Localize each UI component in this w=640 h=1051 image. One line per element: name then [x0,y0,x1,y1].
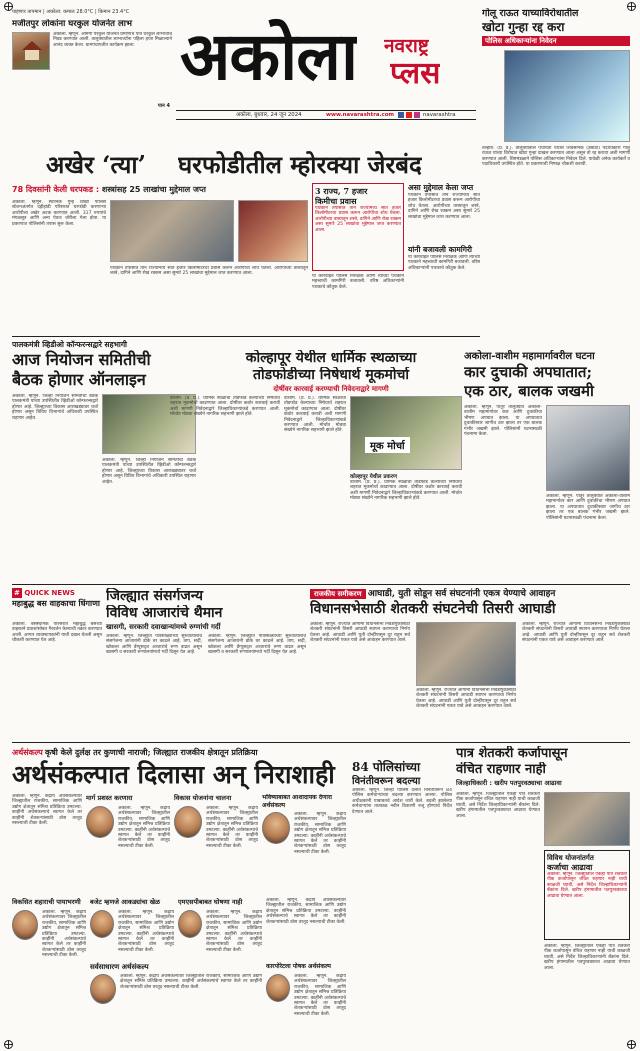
side-box-title-1: असा मुद्देमाल केला जप्त [408,183,474,192]
budget-sub-6: एमएसपीबाबत घोषणा नाही [178,898,243,906]
route-box-title-2: किमीचा प्रवास [315,196,357,206]
kolhapur-subhead: दोषींवर कारवाई करण्याची निवेदनाद्वारे मागणी [273,385,389,393]
avatar [90,974,116,1004]
video-conf-body-2: अकोला. म्हणून. जिल्हा नियोजन समितीची बैठक पालकमंत्री यांच्या उपस्थितीत व्हिडीओ कॉन्फरन्सद्वारे होणार आहे. जिल्ह्याच्या विकास आराखड्यावर चर्चा होणार असून विविध विभागांचे अधिकारी उपस्थित राहणार आहेत. [102,458,196,485]
left-teaser-body: अकोला. म्हणून. ओमेगी परकुल योजनेत प्रमाणाचे पात्र घरकुल लाभार्थींचे निवड करण्यात आली. तालुक्यातील लाभार्थ्यांना पहिला हप्ता मिळाल्याने आनंद व्यक्त केला. ग्रामपंचायतीत कार्यक्रम झाला. [53,32,172,48]
kolhapur-caption: कोल्हापूर येथील प्रकरण [350,474,398,480]
loan-headline-1: पात्र शेतकरी कर्जापासून [456,746,568,761]
budget-card-7 [90,962,262,1038]
kolhapur-body-1: वाशीम. (प्र. प्र.). धार्मिक स्थळांची तोडफोड केल्याच्या निषेधार्थ शहरात मूकमोर्चा काढण्यात आला. दोषींवर कठोर कारवाई करावी अशी मागणी निवेदनाद्वारे जिल्हाधिकाऱ्यांकडे करण्यात आली. मोर्चात मोठ्या संख्येने नागरिक सहभागी झाले होते. [170,396,280,418]
video-conf-body-1: अकोला. म्हणून. जिल्हा नियोजन समितीची बैठक पालकमंत्री यांच्या उपस्थितीत व्हिडीओ कॉन्फरन्सद्वारे होणार आहे. जिल्ह्याच्या विकास आराखड्यावर चर्चा होणार असून विविध विभागांचे अधिकारी उपस्थित राहणार आहेत. [12,394,98,421]
accident-body-2: अकोला. म्हणून. पातूर तालुक्यात अकोला-वाशीम महामार्गावर कार आणि दुचाकीचा भीषण अपघात झाला. या अपघातात दुचाकीस्वार जागीच ठार झाला तर एक बालक गंभीर जखमी झाले. पोलिसांनी घटनास्थळी पंचनामा केला. [546,494,630,521]
loan-body-2: अकोला. म्हणून. जिल्ह्यातील एकही पात्र शेतकरी पीक कर्जापासून वंचित राहणार नाही याची काळजी घ्यावी, असे निर्देश जिल्हाधिकाऱ्यांनी बँकांना दिले. खरीप हंगामातील पतपुरवठ्याचा आढावा घेण्यात आला. [544,944,630,971]
youtube-icon[interactable] [406,112,412,118]
disease-headline-1: जिल्ह्यात संसर्गजन्य [106,588,203,604]
issue-date: अकोला, बुधवार, 24 जून 2024 [236,112,302,118]
lead-route-box [312,183,404,271]
loan-box [544,850,630,940]
left-teaser [12,19,172,109]
weather-bar: पाहणार तापमान | अकोला: कमाल 28.0°C | किमान 23.4°C [12,9,130,15]
avatar [178,910,202,938]
video-conf-kicker: पालकमंत्री व्हिडीओ कॉन्फरन्सद्वारे सहभागी [12,340,127,349]
budget-sub-8: कारपोरेटला पोषक अर्थसंकल्प [266,963,331,970]
loan-box-title-1: विविध योजनांतर्गत [547,853,594,862]
lead-body-2: पथकाने तपासात तीन राज्यांमध्ये सात हजार किलोमीटरचा प्रवास करून आरोपीचा शोध घेतला. आरोपीच्या ताब्यातून शस्त्रे, दागिने आणि रोख रक्कम असा सुमारे 25 लाखांचा मुद्देमाल जप्त करण्यात आला. [110,266,308,277]
budget-sub-7: सर्वसाधारण अर्थसंकल्प [90,962,149,971]
budget-kicker-row [12,746,442,758]
avatar [90,910,114,938]
political-kicker: राजकीय समीकरण [310,589,366,599]
video-conf-headline-1: आज नियोजन समितीची [12,350,151,369]
right-teaser [482,8,630,248]
facebook-icon[interactable] [398,112,404,118]
house-photo [12,32,50,70]
home-icon [22,41,42,50]
budget-sub-5: बजेट म्हणजे आकड्यांचा खेळ [90,898,160,906]
kolhapur-body-3: वाशीम. (प्र. प्र.). धार्मिक स्थळांची तोडफोड केल्याच्या निषेधार्थ शहरात मूकमोर्चा काढण्यात आला. दोषींवर कठोर कारवाई करावी अशी मागणी निवेदनाद्वारे जिल्हाधिकाऱ्यांकडे करण्यात आली. मोर्चात मोठ्या संख्येने नागरिक सहभागी झाले होते. [350,480,462,502]
social-handle: navarashtra [423,112,456,118]
avatar [266,974,290,1002]
right-teaser-headline-1: गोलू राऊत याच्याविरोधातील [482,8,579,19]
police-transfer-headline-2: विनंतीवरून बदल्या [352,776,421,787]
lead-photo-group [110,200,234,262]
accident-body-1: अकोला. म्हणून. पातूर तालुक्यात अकोला-वाशीम महामार्गावर कार आणि दुचाकीचा भीषण अपघात झाला. या अपघातात दुचाकीस्वार जागीच ठार झाला तर एक बालक गंभीर जखमी झाले. पोलिसांनी घटनास्थळी पंचनामा केला. [464,405,542,438]
budget-card-3-body: अकोला. म्हणून. केंद्रीय अर्थसंकल्पावर जिल्ह्यातील राजकीय, सामाजिक आणि उद्योग क्षेत्रातून संमिश्र प्रतिक्रिया उमटल्या. काहींनी अर्थसंकल्पाचे स्वागत केले तर काहींनी शेतकऱ्यांसाठी ठोस तरतूद नसल्याची टीका केली. [294,812,346,855]
lead-headline-left: अखेर ‘त्या’ [46,150,146,179]
budget-card-4-body: अकोला. म्हणून. केंद्रीय अर्थसंकल्पावर जिल्ह्यातील राजकीय, सामाजिक आणि उद्योग क्षेत्रातून संमिश्र प्रतिक्रिया उमटल्या. काहींनी अर्थसंकल्पाचे स्वागत केले तर काहींनी शेतकऱ्यांसाठी ठोस तरतूद नसल्याची टीका केली. [42,910,86,959]
right-teaser-strap: पोलिस अधिकाऱ्यांना निवेदन [482,36,630,46]
kolhapur-banner: मूक मोर्चा [365,437,410,453]
budget-card-7-body: अकोला. म्हणून. केंद्रीय अर्थसंकल्पावर जिल्ह्यातील राजकीय, सामाजिक आणि उद्योग क्षेत्रातून संमिश्र प्रतिक्रिया उमटल्या. काहींनी अर्थसंकल्पाचे स्वागत केले तर काहींनी शेतकऱ्यांसाठी ठोस तरतूद नसल्याची टीका केली. [120,974,262,990]
quick-news-title: QUICK NEWS [24,589,75,597]
kolhapur-headline-1: कोल्हापूर येथील धार्मिक स्थळाच्या [245,350,417,366]
registration-mark-icon [4,1040,13,1049]
budget-card-6 [178,898,262,958]
right-teaser-body: तेल्हारा. (प्र. प्र.). तालुक्यातील पंचायती येथील शिवसैनिक (उबाठा) पदाधिकारी गोलू राऊत यांच्या विरोधात खोटा गुन्हा दाखल करण्यात आला असून तो रद्द करावा अशी मागणी करण्यात आली. शिष्टमंडळाने पोलिस अधिकाऱ्यांना निवेदन दिले. यावेळी अनेक कार्यकर्ते व पदाधिकारी उपस्थित होते. या प्रकरणाची निष्पक्ष चौकशी करावी. [482,146,630,168]
avatar [262,812,290,844]
weather-readout: अकोला: कमाल 28.0°C | किमान 23.4°C [46,9,130,15]
budget-card-8-body: अकोला. म्हणून. केंद्रीय अर्थसंकल्पावर जिल्ह्यातील राजकीय, सामाजिक आणि उद्योग क्षेत्रातून संमिश्र प्रतिक्रिया उमटल्या. काहींनी अर्थसंकल्पाचे स्वागत केले तर काहींनी शेतकऱ्यांसाठी ठोस तरतूद नसल्याची टीका केली. [294,974,346,1017]
accident-story [464,350,630,580]
lead-photo-seized-items [238,200,308,262]
loan-box-title-2: कर्जाचा आढावा [547,862,593,872]
kolhapur-headline-2: तोडफोडीच्या निषेधार्थ मूकमोर्चा [253,367,409,383]
police-transfer-story [352,760,452,1038]
kolhapur-photo [350,396,462,470]
right-teaser-headline-2: खोटा गुन्हा रद्द करा [482,20,565,34]
budget-card-2 [174,794,258,894]
masthead-brand-top: नवराष्ट्र [384,35,429,57]
side-box-title-2: यांनी बजावली कामगिरी [408,245,472,254]
political-kicker-text: आघाडी, युती सोडून सर्व संघटनांनी एकत्र येण्याचे आवाहन [367,589,556,599]
quick-news-body: अकोला. बसस्थानक परिसरात महाबुद्ध बसच्या वाहकाने प्रवाशांसोबत गैरवर्तन केल्याची तक्रार करण्यात आली. आगार व्यवस्थापकांनी याची दखल घेतली असून चौकशी करण्यात येत आहे. [12,622,102,644]
date-bar [176,110,476,120]
budget-sub-2: विकास योजनांना चालना [174,794,232,802]
budget-sub-4: विकसित शहाराची पायाभरणी [12,898,81,906]
quick-news [12,588,102,738]
avatar [174,806,202,838]
political-body-3: अकोला. म्हणून. राज्यात आगामी विधानसभा निवडणुकीसाठी शेतकरी संघटनांनी तिसरी आघाडी स्थापन करण्याचा निर्णय घेतला आहे. आघाडी आणि युती दोन्हींपासून दूर राहून सर्व शेतकरी संघटनांनी एकत्र यावे असे आवाहन करण्यात आले. [522,622,630,644]
budget-card-3 [262,794,346,894]
accident-headline-2: एक ठार, बालक जखमी [464,382,594,400]
lead-headline [12,150,480,180]
budget-card-1-body: अकोला. म्हणून. केंद्रीय अर्थसंकल्पावर जिल्ह्यातील राजकीय, सामाजिक आणि उद्योग क्षेत्रातून संमिश्र प्रतिक्रिया उमटल्या. काहींनी अर्थसंकल्पाचे स्वागत केले तर काहींनी शेतकऱ्यांसाठी ठोस तरतूद नसल्याची टीका केली. [118,806,170,849]
political-body-1: अकोला. म्हणून. राज्यात आगामी विधानसभा निवडणुकीसाठी शेतकरी संघटनांनी तिसरी आघाडी स्थापन करण्याचा निर्णय घेतला आहे. आघाडी आणि युती दोन्हींपासून दूर राहून सर्व शेतकरी संघटनांनी एकत्र यावे असे आवाहन करण्यात आले. [310,622,410,644]
budget-card-6-body: अकोला. म्हणून. केंद्रीय अर्थसंकल्पावर जिल्ह्यातील राजकीय, सामाजिक आणि उद्योग क्षेत्रातून संमिश्र प्रतिक्रिया उमटल्या. काहींनी अर्थसंकल्पाचे स्वागत केले तर काहींनी शेतकऱ्यांसाठी ठोस तरतूद नसल्याची टीका केली. [206,910,262,953]
accident-photo [546,405,630,491]
instagram-icon[interactable] [414,112,420,118]
kolhapur-body-2: वाशीम. (प्र. प्र.). धार्मिक स्थळांची तोडफोड केल्याच्या निषेधार्थ शहरात मूकमोर्चा काढण्यात आला. दोषींवर कठोर कारवाई करावी अशी मागणी निवेदनाद्वारे जिल्हाधिकाऱ्यांकडे करण्यात आली. मोर्चात मोठ्या संख्येने नागरिक सहभागी झाले होते. [284,396,346,434]
left-teaser-headline: मजीतपुर लोकांना घरकुल योजनेत लाभ [12,19,132,29]
loan-story [456,746,630,1038]
route-box-title-1: 3 राज्य, 7 हजार [315,186,368,196]
budget-card-1 [86,794,170,894]
lead-headline-right: घरफोडीतील म्होरक्या जेरबंद [178,150,422,179]
lead-subhead-text: शस्त्रांसह 25 लाखांचा मुद्देमाल जप्त [101,185,206,194]
loan-photo [544,792,630,846]
budget-headline: अर्थसंकल्पात दिलासा अन्‌ निराशाही [12,760,335,789]
budget-kicker: अर्थसंकल्प [12,748,43,757]
budget-kicker-text: कृषी केले दुर्लक्ष तर कुणाची नाराजी; जिल्ह्यात राजकीय क्षेत्रातून प्रतिक्रिया [45,747,258,757]
loan-headline-2: वंचित राहणार नाही [456,762,546,777]
budget-body-1: अकोला. म्हणून. केंद्रीय अर्थसंकल्पावर जिल्ह्यातील राजकीय, सामाजिक आणि उद्योग क्षेत्रातून संमिश्र प्रतिक्रिया उमटल्या. काहींनी अर्थसंकल्पाचे स्वागत केले तर काहींनी शेतकऱ्यांसाठी ठोस तरतूद नसल्याची टीका केली. [12,794,82,827]
website-link[interactable]: www.navarashtra.com [326,112,395,118]
video-conf-story [12,340,196,580]
loan-subhead: जिल्हाधिकारी : खरीप पतपुरवठ्याचा आढावा [456,779,562,787]
budget-body-2: अकोला. म्हणून. केंद्रीय अर्थसंकल्पावर जिल्ह्यातील राजकीय, सामाजिक आणि उद्योग क्षेत्रातून संमिश्र प्रतिक्रिया उमटल्या. काहींनी अर्थसंकल्पाचे स्वागत केले तर काहींनी शेतकऱ्यांसाठी ठोस तरतूद नसल्याची टीका केली. [266,898,346,925]
masthead-title: अकोला [180,17,358,95]
political-kicker-row [310,588,630,600]
budget-sub-1: मार्ग प्रशस्त करणारा [86,794,133,802]
avatar [86,806,114,838]
police-transfer-body: अकोला. म्हणून. जिल्हा पोलिस दलात विनंतीवरून 84 पोलिस कर्मचाऱ्यांच्या बदल्या करण्यात आल्या. पोलिस अधीक्षकांनी याबाबतचे आदेश जारी केले. बदली झालेल्या कर्मचाऱ्यांना तात्काळ नवीन ठिकाणी रुजू होण्याचे निर्देश देण्यात आले. [352,788,452,815]
page-ref: पान 4 [157,103,170,109]
weather-label: पाहणार तापमान [12,9,42,15]
disease-body-1: अकोला. म्हणून. जिल्ह्यात पावसाळ्याच्या सुरुवातीलाच संसर्गजन्य आजारांनी डोके वर काढले आहे. ताप, सर्दी, खोकला आणि डेंग्यूसदृश आजारांचे रुग्ण वाढत असून खासगी व सरकारी रुग्णालयांमध्ये गर्दी दिसून येत आहे. [106,634,202,656]
political-headline: विधानसभेसाठी शेतकरी संघटनेची तिसरी आघाडी [310,601,556,617]
accident-headline-1: कार दुचाकी अपघातात; [464,363,593,381]
budget-card-5-body: अकोला. म्हणून. केंद्रीय अर्थसंकल्पावर जिल्ह्यातील राजकीय, सामाजिक आणि उद्योग क्षेत्रातून संमिश्र प्रतिक्रिया उमटल्या. काहींनी अर्थसंकल्पाचे स्वागत केले तर काहींनी शेतकऱ्यांसाठी ठोस तरतूद नसल्याची टीका केली. [118,910,174,953]
side-box-body-2: या कारवाईत पोलिस निरीक्षक आणि त्यांच्या पथकाने महत्त्वाची कामगिरी बजावली. वरिष्ठ अधिकाऱ्यांनी पथकाचे कौतुक केले. [408,255,480,271]
video-conf-headline-2: बैठक होणार ऑनलाइन [12,370,146,389]
quick-news-label: # QUICK NEWS [14,589,75,597]
lead-subhead-label: 78 दिवसांनी केली धरपकड : [12,185,100,194]
budget-card-8 [266,962,346,1038]
masthead-logo [176,16,476,108]
registration-mark-icon [627,1040,636,1049]
disease-body-2: अकोला. म्हणून. जिल्ह्यात पावसाळ्याच्या सुरुवातीलाच संसर्गजन्य आजारांनी डोके वर काढले आहे. ताप, सर्दी, खोकला आणि डेंग्यूसदृश आजारांचे रुग्ण वाढत असून खासगी व सरकारी रुग्णालयांमध्ये गर्दी दिसून येत आहे. [208,634,306,656]
police-transfer-headline-1: 84 पोलिसांच्या [352,760,421,774]
loan-body-1: अकोला. म्हणून. जिल्ह्यातील एकही पात्र शेतकरी पीक कर्जापासून वंचित राहणार नाही याची काळजी घ्यावी, असे निर्देश जिल्हाधिकाऱ्यांनी बँकांना दिले. खरीप हंगामातील पतपुरवठ्याचा आढावा घेण्यात आला. [456,792,540,819]
lead-body-1: अकोला. म्हणून. स्थानिक गुन्हे शाखा पोलिस स्टेशनअंतर्गत दहीहांडी परिसरात घरफोडी करणाऱ्या आरोपीला अखेर अटक करण्यात आली. 317 रुपयांचे मंगळसूत्र आणि अन्य ऐवज चोरीला गेला होता. या प्रकरणात पोलिसांनी तपास सुरू केला. [12,200,106,227]
lead-body-3: या कारवाईत पोलिस निरीक्षक आणि त्यांच्या पथकाने महत्त्वाची कामगिरी बजावली. वरिष्ठ अधिकाऱ्यांनी पथकाचे कौतुक केले. [312,274,404,290]
avatar [12,910,38,940]
lead-side-box [408,183,480,332]
masthead-brand-bottom: प्लस [390,56,441,91]
route-box-body: पथकाने तपासात तीन राज्यांमध्ये सात हजार किलोमीटरचा प्रवास करून आरोपीचा शोध घेतला. आरोपीच्या ताब्यातून शस्त्रे, दागिने आणि रोख रक्कम असा सुमारे 25 लाखांचा मुद्देमाल जप्त करण्यात आला. [315,206,401,233]
right-teaser-photo [504,50,630,142]
political-photo [416,622,516,686]
budget-card-2-body: अकोला. म्हणून. केंद्रीय अर्थसंकल्पावर जिल्ह्यातील राजकीय, सामाजिक आणि उद्योग क्षेत्रातून संमिश्र प्रतिक्रिया उमटल्या. काहींनी अर्थसंकल्पाचे स्वागत केले तर काहींनी शेतकऱ्यांसाठी ठोस तरतूद नसल्याची टीका केली. [206,806,258,849]
political-body-2: अकोला. म्हणून. राज्यात आगामी विधानसभा निवडणुकीसाठी शेतकरी संघटनांनी तिसरी आघाडी स्थापन करण्याचा निर्णय घेतला आहे. आघाडी आणि युती दोन्हींपासून दूर राहून सर्व शेतकरी संघटनांनी एकत्र यावे असे आवाहन करण्यात आले. [416,688,516,710]
accident-kicker: अकोला-वाशीम महामार्गावरील घटना [464,351,595,362]
lead-subhead [12,183,307,196]
budget-card-5 [90,898,174,958]
kolhapur-story [170,350,462,580]
loan-box-body: अकोला. म्हणून. जिल्ह्यातील एकही पात्र शेतकरी पीक कर्जापासून वंचित राहणार नाही याची काळजी घ्यावी, असे निर्देश जिल्हाधिकाऱ्यांनी बँकांना दिले. खरीप हंगामातील पतपुरवठ्याचा आढावा घेण्यात आला. [547,872,627,899]
side-box-body-1: पथकाने तपासात तीन राज्यांमध्ये सात हजार किलोमीटरचा प्रवास करून आरोपीचा शोध घेतला. आरोपीच्या ताब्यातून शस्त्रे, दागिने आणि रोख रक्कम असा सुमारे 25 लाखांचा मुद्देमाल जप्त करण्यात आला. [408,193,480,220]
disease-story [106,588,306,738]
political-story [310,588,630,738]
disease-headline-2: विविध आजारांचे थैमान [106,605,223,621]
budget-sub-3: भविष्याबाबत आशादायक देणारा अर्थसंकल्प [262,794,332,809]
quick-news-headline: महाबुद्ध बस वाहकाचा धिंगाणा [12,598,100,608]
disease-subhead: खासगी, सरकारी दवाखान्यांमध्ये रुग्णांची गर्दी [106,623,221,631]
budget-card-4 [12,898,86,1038]
